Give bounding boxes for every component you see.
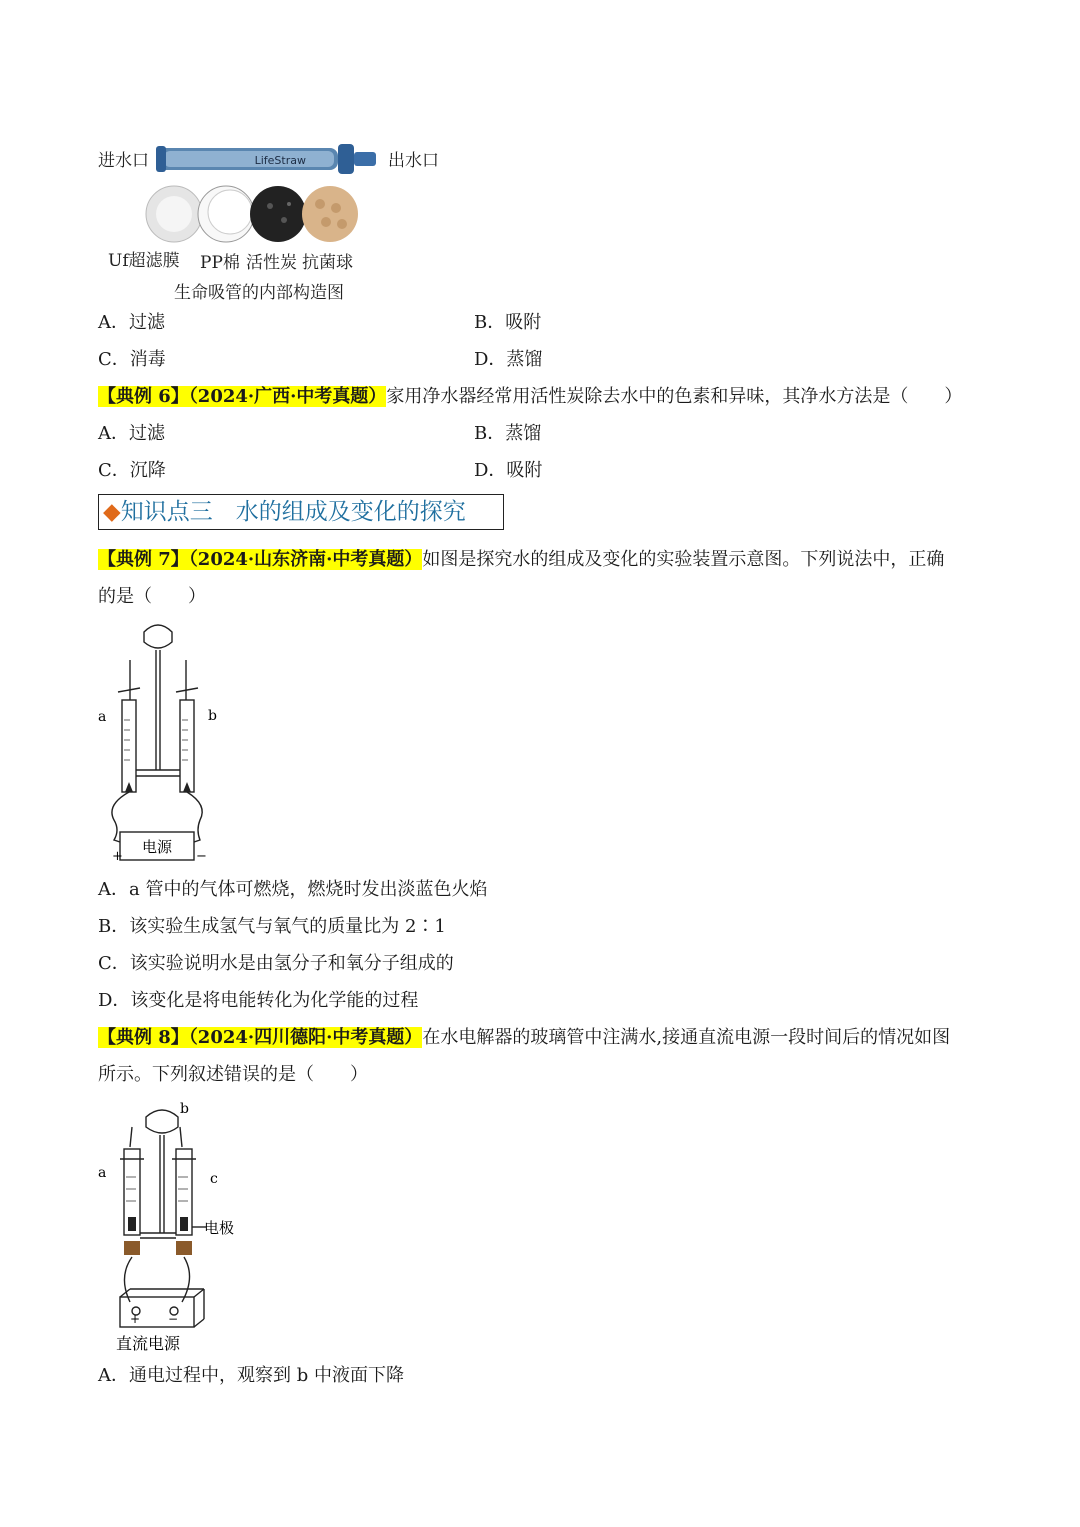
q7-option-b[interactable]: B．该实验生成氢气与氧气的质量比为 2∶1 (98, 916, 446, 937)
q7-option-a[interactable]: A．a 管中的气体可燃烧，燃烧时发出淡蓝色火焰 (98, 879, 488, 900)
part-pp: PP棉 (200, 253, 240, 273)
plus-label: + (130, 1312, 141, 1326)
svg-text:LifeStraw: LifeStraw (254, 154, 306, 167)
inlet-label: 进水口 (98, 151, 149, 171)
q6-option-d[interactable]: D．吸附 (474, 460, 543, 481)
section-heading (98, 494, 504, 530)
funnel-b-label: b (180, 1101, 189, 1117)
q8-stem-cont: 所示。下列叙述错误的是（ ） (98, 1064, 368, 1085)
filter-parts-image (144, 184, 364, 246)
straw-image (156, 138, 386, 183)
q7-stem (98, 548, 944, 572)
q7-tag: 【典例 7】（2024·山东济南·中考真题） (98, 549, 423, 570)
tube-c-label: c (210, 1171, 218, 1187)
q6-stem (98, 385, 962, 409)
q7-stem-cont: 的是（ ） (98, 586, 206, 607)
q8-option-a[interactable]: A．通电过程中，观察到 b 中液面下降 (98, 1365, 404, 1386)
q6-tag: 【典例 6】（2024·广西·中考真题） (98, 386, 387, 407)
figure-caption: 生命吸管的内部构造图 (174, 283, 344, 303)
q6-option-c[interactable]: C．沉降 (98, 460, 166, 481)
q8-text-1: 在水电解器的玻璃管中注满水,接通直流电源一段时间后的情况如图 (422, 1027, 951, 1048)
section-title: 知识点三 水的组成及变化的探究 (120, 499, 466, 525)
minus-label: − (168, 1312, 179, 1326)
q7-text-1: 如图是探究水的组成及变化的实验装置示意图。下列说法中，正确 (422, 549, 945, 570)
q5-option-b[interactable]: B．吸附 (474, 312, 542, 333)
q5-option-c[interactable]: C．消毒 (98, 349, 166, 370)
part-uf: Uf超滤膜 (108, 251, 180, 271)
electrolysis-apparatus-2 (96, 1097, 246, 1359)
q5-option-d[interactable]: D．蒸馏 (474, 349, 543, 370)
electrolysis-apparatus-1 (96, 620, 226, 870)
minus-label: − (196, 849, 207, 864)
plus-label: + (112, 849, 123, 864)
q7-option-d[interactable]: D．该变化是将电能转化为化学能的过程 (98, 990, 419, 1011)
tube-a-label: a (98, 709, 107, 725)
q5-option-a[interactable]: A．过滤 (98, 312, 165, 333)
q6-text: 家用净水器经常用活性炭除去水中的色素和异味，其净水方法是（ ） (386, 386, 963, 407)
q6-option-b[interactable]: B．蒸馏 (474, 423, 542, 444)
q8-stem (98, 1026, 950, 1050)
q6-option-a[interactable]: A．过滤 (98, 423, 165, 444)
q8-tag: 【典例 8】（2024·四川德阳·中考真题） (98, 1027, 423, 1048)
tube-a-label: a (98, 1165, 107, 1181)
part-carbon: 活性炭 (246, 253, 297, 273)
q7-option-c[interactable]: C．该实验说明水是由氢分子和氧分子组成的 (98, 953, 454, 974)
tube-b-label: b (208, 708, 217, 724)
lifestraw-figure (96, 138, 456, 303)
electrode-label: 电极 (204, 1219, 235, 1237)
dc-power-label: 直流电源 (116, 1334, 181, 1353)
power-label: 电源 (142, 838, 173, 856)
part-antibacterial: 抗菌球 (302, 253, 353, 273)
outlet-label: 出水口 (388, 151, 439, 171)
diamond-icon: ◆ (103, 499, 121, 525)
